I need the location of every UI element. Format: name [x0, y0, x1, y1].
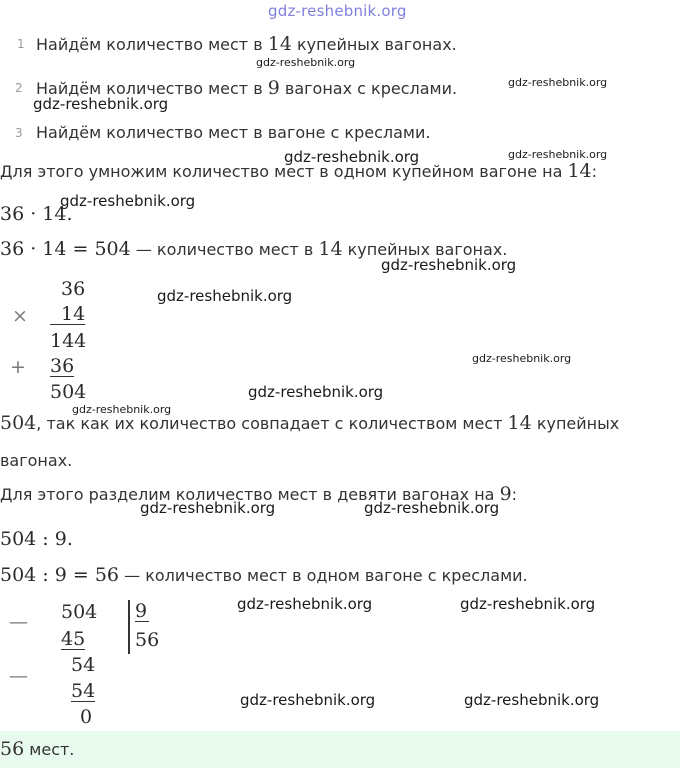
watermark: gdz-reshebnik.org	[464, 691, 600, 709]
para3-pre: Для этого разделим количество мест в девяти вагонах на	[0, 485, 500, 504]
step-1-text	[36, 33, 457, 55]
para1-post: :	[591, 162, 598, 181]
para2-number-2: 14	[507, 412, 532, 434]
step-3-text	[36, 123, 430, 142]
div-quotient: 56	[135, 629, 160, 651]
equation-1-number: 14	[318, 238, 343, 260]
mult-factor-a: 36	[61, 278, 86, 300]
step-2-number: 9	[267, 77, 280, 99]
watermark: gdz-reshebnik.org	[460, 595, 596, 613]
mult-times-sign: ×	[12, 305, 28, 327]
mult-result: 504	[50, 381, 87, 403]
watermark: gdz-reshebnik.org	[381, 256, 517, 274]
div-minus-1: —	[9, 611, 28, 633]
expression-2: 504 : 9.	[0, 528, 73, 550]
para2-text: , так как их количество совпадает с количеством мест	[36, 414, 508, 433]
para3-number: 9	[499, 483, 512, 505]
step-1-pre: Найдём количество мест в	[36, 35, 268, 54]
watermark: gdz-reshebnik.org	[33, 95, 169, 113]
watermark: gdz-reshebnik.org	[364, 499, 500, 517]
step-number-2: 2	[15, 81, 23, 95]
div-vertical-line	[128, 600, 130, 654]
watermark: gdz-reshebnik.org	[60, 192, 196, 210]
div-subtrahend-2: 54	[71, 680, 96, 702]
equation-1-math: 36 · 14 = 504	[0, 238, 131, 260]
equation-1-post: купейных вагонах.	[342, 240, 508, 259]
answer-number: 56	[0, 738, 25, 760]
step-number-1: 1	[17, 37, 25, 51]
paragraph-conclusion	[0, 412, 619, 434]
watermark: gdz-reshebnik.org	[157, 287, 293, 305]
para1-pre: Для этого умножим количество мест в одном купейном вагоне на	[0, 162, 568, 181]
step-2-post: вагонах с креслами.	[279, 79, 458, 98]
para2-number: 504	[0, 412, 37, 434]
equation-1-text: — количество мест в	[130, 240, 319, 259]
para3-post: :	[511, 485, 518, 504]
step-3-pre: Найдём количество мест в вагоне с креслами.	[36, 123, 431, 142]
expression-1: 36 · 14.	[0, 203, 73, 225]
div-remainder-2: 0	[80, 706, 93, 728]
step-2-pre: Найдём количество мест в	[36, 79, 268, 98]
watermark: gdz-reshebnik.org	[72, 403, 172, 416]
paragraph-multiply	[0, 160, 597, 182]
watermark: gdz-reshebnik.org	[237, 595, 373, 613]
mult-partial-1: 144	[50, 330, 87, 352]
step-1-number: 14	[267, 33, 292, 55]
step-1-post: купейных вагонах.	[291, 35, 457, 54]
div-minus-2: —	[9, 665, 28, 687]
watermark: gdz-reshebnik.org	[256, 56, 356, 69]
div-remainder-1: 54	[71, 654, 96, 676]
watermark: gdz-reshebnik.org	[472, 352, 572, 365]
equation-2	[0, 564, 528, 586]
watermark: gdz-reshebnik.org	[508, 148, 608, 161]
answer-text	[0, 738, 74, 760]
para2-post: купейных	[531, 414, 620, 433]
mult-partial-2: 36	[50, 355, 75, 377]
step-number-3: 3	[15, 126, 23, 140]
div-dividend: 504	[61, 601, 98, 623]
watermark: gdz-reshebnik.org	[240, 691, 376, 709]
para1-number: 14	[567, 160, 592, 182]
div-divisor: 9	[135, 600, 148, 622]
watermark-top: gdz-reshebnik.org	[268, 2, 407, 20]
paragraph-conclusion-line2: вагонах.	[0, 451, 73, 470]
answer-label: мест.	[24, 740, 75, 759]
equation-2-math: 504 : 9 = 56	[0, 564, 120, 586]
div-subtrahend-1: 45	[61, 628, 86, 650]
mult-factor-b: 14	[50, 304, 85, 325]
watermark: gdz-reshebnik.org	[508, 76, 608, 89]
watermark: gdz-reshebnik.org	[248, 383, 384, 401]
answer-box	[0, 731, 680, 768]
watermark: gdz-reshebnik.org	[284, 148, 420, 166]
equation-2-text: — количество мест в одном вагоне с креслами.	[119, 566, 528, 585]
watermark: gdz-reshebnik.org	[140, 499, 276, 517]
mult-plus-sign: +	[10, 356, 26, 378]
